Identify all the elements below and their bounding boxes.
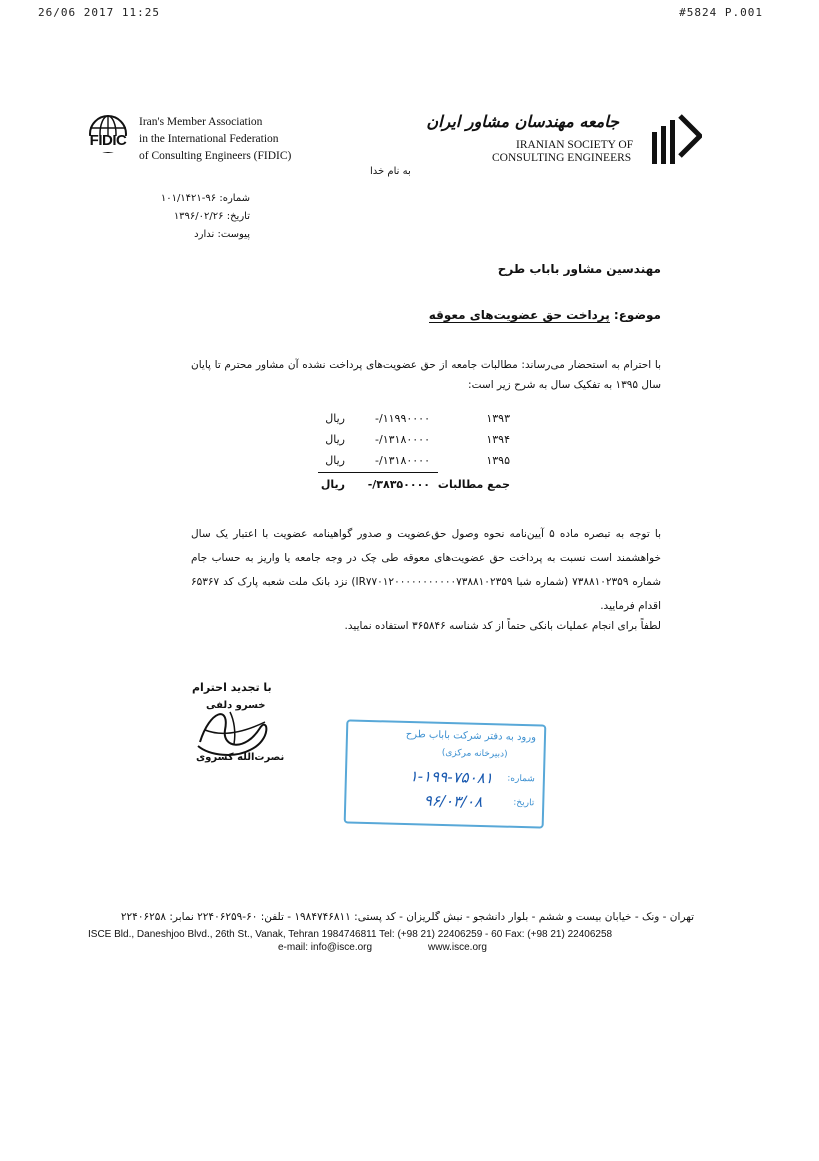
total-label: جمع مطالبات xyxy=(437,478,510,491)
isce-name-en xyxy=(492,139,633,165)
paragraph-bank-code: لطفاً برای انجام عملیات بانکی حتماً از کد شناسه ۳۶۵۸۴۶ استفاده نمایید. xyxy=(344,620,661,632)
footer-website[interactable]: www.isce.org xyxy=(428,942,487,953)
amount-row-total xyxy=(310,478,510,498)
recipient: مهندسین مشاور باباب طرح xyxy=(497,262,661,276)
footer-address-en: ISCE Bld., Daneshjoo Blvd., 26th St., Vanak, Tehran 1984746811 Tel: (+98 21) 22406259 - 60 Fax: (+98 21) 22406258 xyxy=(88,929,613,940)
fidic-line-1: Iran's Member Association xyxy=(139,116,263,128)
letter-number-row xyxy=(150,190,250,208)
paragraph-intro: با احترام به استحضار می‌رساند: مطالبات جامعه از حق عضویت‌های پرداخت نشده آن مشاور محترم تا پایان سال ۱۳۹۵ به تفکیک سال به شرح زیر است: xyxy=(191,359,661,391)
isce-name-en-line-1: IRANIAN SOCIETY OF xyxy=(516,139,634,151)
stamp-number-label: شماره: xyxy=(507,773,536,785)
amount-value: ۱۱۹۹۰۰۰۰/- xyxy=(375,412,430,425)
receipt-stamp xyxy=(344,719,547,828)
amount-unit: ریال xyxy=(325,412,345,425)
letter-attachment-row xyxy=(150,226,250,244)
letter-date-label: تاریخ: xyxy=(226,211,250,222)
total-value: ۳۸۳۵۰۰۰۰/- xyxy=(367,478,430,491)
isce-name-en-line-2: CONSULTING ENGINEERS xyxy=(492,152,632,164)
amount-value: ۱۳۱۸۰۰۰۰/- xyxy=(375,433,430,446)
fidic-line-2: in the International Federation xyxy=(139,133,279,145)
subject-line xyxy=(429,308,661,322)
amount-year: ۱۳۹۴ xyxy=(486,433,510,446)
fidic-logo-icon xyxy=(80,112,136,168)
amounts-table xyxy=(310,412,510,502)
amount-year: ۱۳۹۵ xyxy=(486,454,510,467)
signatory-title: نصرت‌الله کسروی xyxy=(196,752,285,763)
footer-email[interactable]: e-mail: info@isce.org xyxy=(278,942,373,953)
isce-name-fa: جامعه مهندسان مشاور ایران xyxy=(426,112,619,131)
fidic-description xyxy=(139,114,291,165)
amount-row-1394 xyxy=(310,433,510,453)
bismillah: به نام خدا xyxy=(370,166,411,177)
letter-number-label: شماره: xyxy=(219,193,250,204)
fax-datetime: 26/06 2017 11:25 xyxy=(38,6,160,19)
isce-logo-icon xyxy=(650,112,702,166)
fidic-line-3: of Consulting Engineers (FIDIC) xyxy=(139,150,292,162)
amount-unit: ریال xyxy=(325,454,345,467)
letter-attachment-value: ندارد xyxy=(194,229,215,240)
total-divider xyxy=(318,472,438,473)
signatory-name: خسرو دلفی xyxy=(206,700,266,711)
stamp-line-2: (دبیرخانه مرکزی) xyxy=(441,747,508,760)
stamp-date-value: ۹۶/۰۳/۰۸ xyxy=(423,791,483,811)
stamp-date-label: تاریخ: xyxy=(513,797,535,809)
amount-value: ۱۳۱۸۰۰۰۰/- xyxy=(375,454,430,467)
stamp-number-value: ۱-۱۹۹-۷۵۰۸۱ xyxy=(409,767,494,788)
paragraph-payment-request: با توجه به تبصره ماده ۵ آیین‌نامه نحوه وصول حق‌عضویت و صدور گواهینامه عضویت با اعتبار یک سال خواهشمند است نسبت به پرداخت حق عضویت‌های معوقه طی چک در وجه جامعه یا واریز به حساب جام شماره ۷۳۸۸۱۰۲۳۵۹ (شماره شبا IR۷۷۰۱۲۰۰۰۰۰۰۰۰۰۰۰۷۳۸۸۱۰۲۳۵۹) نزد بانک ملت شعبه پارک کد ۶۵۳۶۷ اقدام فرمایید. xyxy=(191,528,661,612)
letter-meta xyxy=(150,190,250,244)
fax-page-ref: #5824 P.001 xyxy=(679,6,763,19)
footer-address-fa: تهران - ونک - خیابان بیست و ششم - بلوار دانشجو - نبش گلریزان - کد پستی: ۱۹۸۴۷۴۶۸۱۱ - تلفن: ۶۰-۲۲۴۰۶۲۵۹ نمابر: ۲۲۴۰۶۲۵۸ xyxy=(120,911,694,923)
total-unit: ریال xyxy=(320,478,345,491)
closing-text: با تجدید احترام xyxy=(192,681,272,694)
amount-year: ۱۳۹۳ xyxy=(486,412,510,425)
amount-unit: ریال xyxy=(325,433,345,446)
amount-row-1393 xyxy=(310,412,510,432)
amount-row-1395 xyxy=(310,454,510,474)
subject-text: پرداخت حق عضویت‌های معوقه xyxy=(428,308,610,322)
subject-label: موضوع: xyxy=(613,308,661,322)
stamp-line-1: ورود به دفتر شرکت باباب طرح xyxy=(405,728,537,744)
fidic-logo-text: FIDIC xyxy=(89,132,127,149)
letter-number-value: ۹۶-۱۰۱/۱۴۲۱ xyxy=(160,193,217,204)
letter-date-row xyxy=(150,208,250,226)
letter-date-value: ۱۳۹۶/۰۲/۲۶ xyxy=(173,211,224,222)
letter-attachment-label: پیوست: xyxy=(217,229,250,240)
